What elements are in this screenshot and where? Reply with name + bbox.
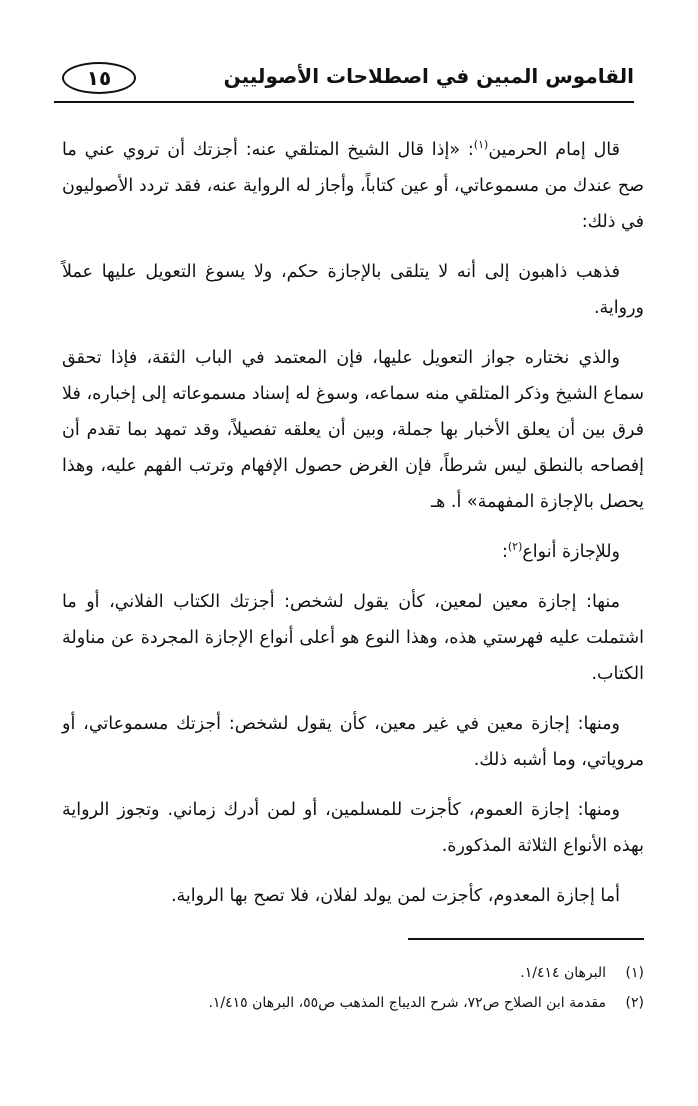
page-number-text: ١٥ [86,66,112,90]
paragraph-1-rest: : «إذا قال الشيخ المتلقي عنه: أجزتك أن تروي عني ما صح عندك من مسموعاتي، أو عين كتاباً، وأجاز له الرواية عنه، فقد تردد الأصوليون في ذلك: [62,140,644,232]
paragraph-3: والذي نختاره جواز التعويل عليها، فإن المعتمد في الباب الثقة، فإذا تحقق سماع الشيخ وذكر المتلقي منه سماعه، وسوغ له إسناد مسموعاته إلى إخباره، فلا فرق بين أن يعلق الأخبار بها جملة، وبين أن يعلقه تفصيلاً، وقد تمهد بما تقدم أن إفصاحه بالنطق ليس شرطاً، فإن الغرض حصول الإفهام وترتب الفهم عليه، وهذا يحصل بالإجازة المفهمة» أ. هـ [62,348,644,512]
paragraph-8: أما إجازة المعدوم، كأجزت لمن يولد لفلان، فلا تصح بها الرواية. [170,886,620,906]
footnote-separator [408,938,644,940]
paragraph-4-start: وللإجازة أنواع [522,542,620,562]
paragraph-5: منها: إجازة معين لمعين، كأن يقول لشخص: أجزتك الكتاب الفلاني، أو ما اشتملت عليه فهرستي هذه، وهذا النوع هو أعلى أنواع الإجازة المجردة عن مناولة الكتاب. [62,592,644,684]
page-number [62,62,136,94]
footnote-text: البرهان ١/٤١٤. [520,965,606,981]
paragraph-6: ومنها: إجازة معين في غير معين، كأن يقول لشخص: أجزتك مسموعاتي، أو مروياتي، وما أشبه ذلك. [62,714,644,770]
footnote-ref-1: (١) [473,138,489,152]
paragraph-7: ومنها: إجازة العموم، كأجزت للمسلمين، أو لمن أدرك زماني. وتجوز الرواية بهذه الأنواع الثلاثة المذكورة. [62,800,644,856]
running-title: القاموس المبين في اصطلاحات الأصوليين [223,64,634,88]
footnote-1 [62,958,644,988]
footnotes [62,958,644,1018]
paragraph-4 [62,534,644,570]
header-rule [54,101,634,103]
paragraph-4-rest: : [501,542,508,562]
body-text [62,132,644,928]
paragraph-1 [62,132,644,240]
footnote-number: (٢) [625,995,644,1011]
footnote-ref-2: (٢) [507,540,523,554]
footnote-number: (١) [625,965,644,981]
footnote-2 [62,988,644,1018]
footnote-text: مقدمة ابن الصلاح ص٧٢، شرح الديباج المذهب ص٥٥، البرهان ١/٤١٥. [208,995,606,1011]
paragraph-1-start: قال إمام الحرمين [488,140,620,160]
paragraph-2: فذهب ذاهبون إلى أنه لا يتلقى بالإجازة حكم، ولا يسوغ التعويل عليها عملاً ورواية. [62,262,644,318]
page-header [54,58,634,102]
